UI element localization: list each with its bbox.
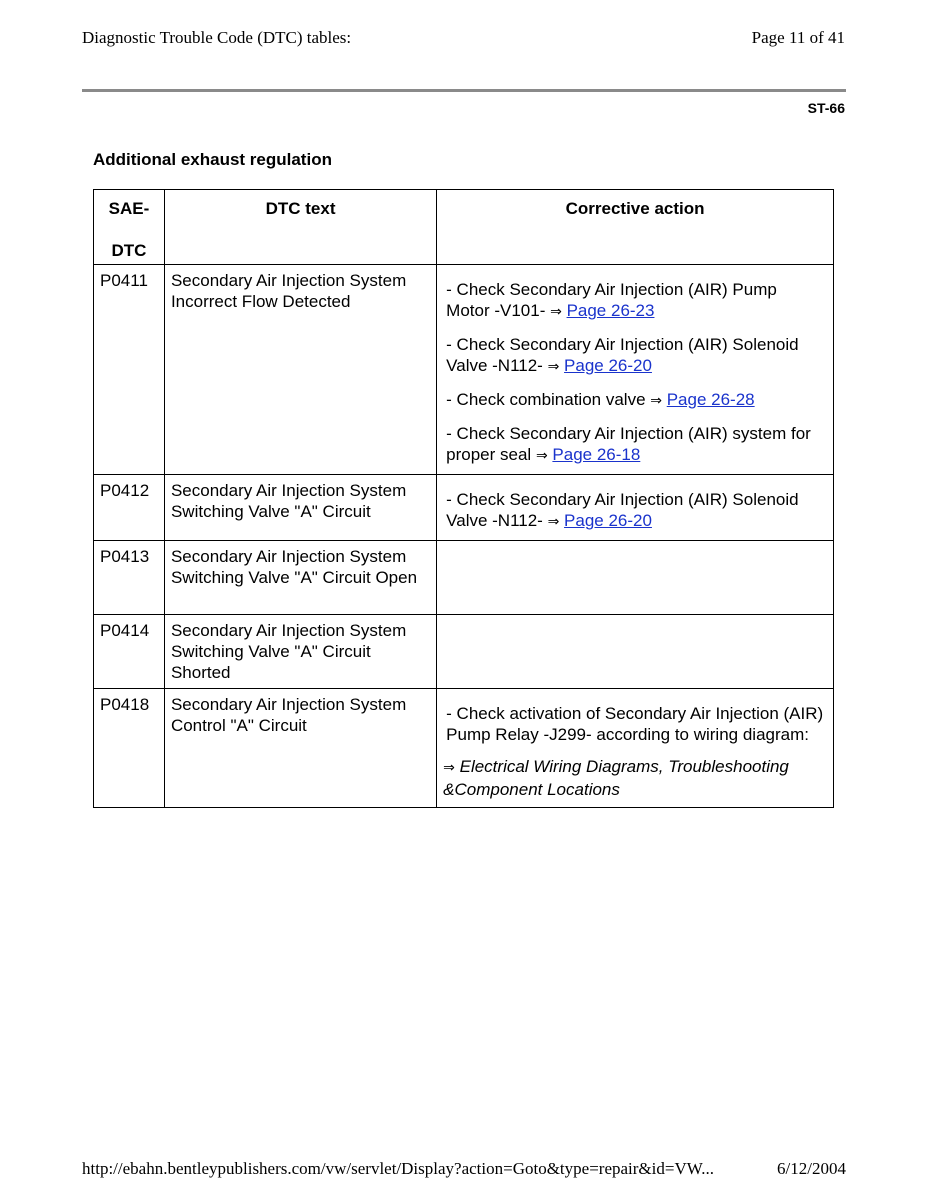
dtc-text: Secondary Air Injection System Switching Valve "A" Circuit Open <box>170 547 418 587</box>
header-divider <box>82 89 846 92</box>
page-link[interactable]: Page 26-20 <box>564 511 652 530</box>
arrow-right-icon: ⇒ <box>547 514 560 530</box>
header-sae-line1: SAE- <box>108 199 150 218</box>
corrective-action-cell <box>437 615 834 689</box>
dtc-text: Secondary Air Injection System Switching Valve "A" Circuit Shorted <box>170 621 407 682</box>
dtc-text-cell <box>164 615 436 689</box>
arrow-right-icon: ⇒ <box>443 760 455 776</box>
section-title: Additional exhaust regulation <box>93 150 332 169</box>
table-row <box>94 615 834 689</box>
page-link[interactable]: Page 26-23 <box>566 301 655 320</box>
dtc-text: Secondary Air Injection System Control "A" Circuit <box>170 695 407 735</box>
footer-date: 6/12/2004 <box>777 1159 846 1178</box>
header-sae-line2: DTC <box>111 241 147 260</box>
wiring-diagrams-reference: Electrical Wiring Diagrams, Troubleshooting &Component Locations <box>443 757 789 799</box>
arrow-right-icon: ⇒ <box>547 359 560 375</box>
header-sae-dtc <box>94 190 165 265</box>
table-row <box>94 475 834 541</box>
table-row <box>94 689 834 808</box>
dtc-text: Secondary Air Injection System Switching Valve "A" Circuit <box>170 481 407 521</box>
page-number: Page 11 of 41 <box>751 28 845 47</box>
table-header-row <box>94 190 834 265</box>
arrow-right-icon: ⇒ <box>550 304 562 320</box>
dtc-code: P0414 <box>100 621 150 640</box>
header-dtc-text: DTC text <box>164 190 436 265</box>
dtc-text: Secondary Air Injection System Incorrect Flow Detected <box>170 271 407 311</box>
page-footer <box>82 1159 846 1179</box>
header-corrective-action: Corrective action <box>437 190 834 265</box>
corrective-action-cell <box>437 689 834 808</box>
page-link[interactable]: Page 26-28 <box>666 390 755 409</box>
arrow-right-icon: ⇒ <box>535 448 548 464</box>
dtc-code-cell <box>94 541 165 615</box>
dtc-code: P0418 <box>100 695 150 714</box>
page-link[interactable]: Page 26-18 <box>552 445 641 464</box>
dtc-code: P0411 <box>100 271 148 290</box>
arrow-right-icon: ⇒ <box>650 393 662 409</box>
footer-url: http://ebahn.bentleypublishers.com/vw/servlet/Display?action=Goto&type=repair&id=VW... <box>82 1159 714 1178</box>
dtc-code: P0413 <box>100 547 150 566</box>
dtc-code-cell <box>94 615 165 689</box>
dtc-code: P0412 <box>100 481 150 500</box>
dtc-table <box>93 189 834 808</box>
corrective-action-cell <box>437 265 834 475</box>
action-item: - Check activation of Secondary Air Injection (AIR) Pump Relay -J299- according to wiring diagram: <box>446 704 824 744</box>
action-item <box>443 756 825 800</box>
dtc-text-cell <box>164 689 436 808</box>
action-item: - Check Secondary Air Injection (AIR) system for proper seal ⇒ Page 26-18 <box>446 424 811 464</box>
action-item: - Check combination valve ⇒ Page 26-28 <box>446 390 755 409</box>
dtc-text-cell <box>164 265 436 475</box>
dtc-code-cell <box>94 689 165 808</box>
action-item: - Check Secondary Air Injection (AIR) Solenoid Valve -N112- ⇒ Page 26-20 <box>446 490 799 530</box>
page-link[interactable]: Page 26-20 <box>564 356 652 375</box>
page-header-title: Diagnostic Trouble Code (DTC) tables: <box>82 28 352 47</box>
dtc-code-cell <box>94 265 165 475</box>
corrective-action-cell <box>437 475 834 541</box>
table-row <box>94 541 834 615</box>
table-row <box>94 265 834 475</box>
corrective-action-cell <box>437 541 834 615</box>
dtc-text-cell <box>164 541 436 615</box>
action-item: - Check Secondary Air Injection (AIR) Solenoid Valve -N112- ⇒ Page 26-20 <box>446 335 799 375</box>
action-item: - Check Secondary Air Injection (AIR) Pump Motor -V101- ⇒ Page 26-23 <box>446 280 777 320</box>
dtc-text-cell <box>164 475 436 541</box>
dtc-code-cell <box>94 475 165 541</box>
document-code: ST-66 <box>807 100 845 116</box>
